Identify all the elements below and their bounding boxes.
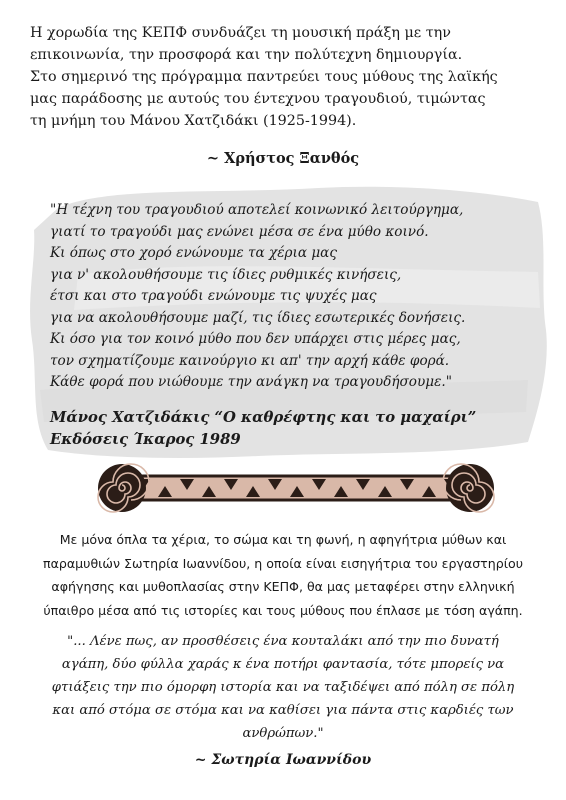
quote-line: Κι όπως στο χορό ενώνουμε τα χέρια μας	[50, 245, 337, 261]
intro-line: επικοινωνία, την προσφορά και την πολύτεχνη δημιουργία.	[30, 47, 463, 63]
attribution-line: Μάνος Χατζιδάκις “Ο καθρέφτης και το μαχαίρι”	[50, 409, 477, 426]
hatzidakis-quote	[50, 200, 550, 394]
body-line: αφήγησης και μυθοπλασίας στην ΚΕΠΦ, θα μας μεταφέρει στην ελληνική	[51, 579, 515, 594]
quote2-line: "... Λένε πως, αν προσθέσεις ένα κουταλάκι από την πιο δυνατή	[67, 634, 499, 649]
quote2-line: ανθρώπων."	[242, 726, 324, 741]
narrator-paragraph	[0, 528, 566, 622]
spiral-ornament-divider	[96, 462, 496, 514]
quote2-line: αγάπη, δύο φύλλα χαράς κ ένα ποτήρι φαντασία, τότε μπορείς να	[61, 657, 505, 672]
quote-line: για να ακολουθήσουμε μαζί, τις ίδιες εσωτερικές δονήσεις.	[50, 309, 466, 326]
quote2-line: και από στόμα σε στόμα και να καθίσει για πάντα στις καρδιές των	[52, 703, 514, 718]
signature-ioannidou: ~ Σωτηρία Ιωαννίδου	[194, 752, 372, 768]
quote-line: έτσι και στο τραγούδι ενώνουμε τις ψυχές μας	[50, 288, 377, 304]
attribution-line: Εκδόσεις Ίκαρος 1989	[50, 431, 241, 448]
intro-line: Στο σημερινό της πρόγραμμα παντρεύει τους μύθους της λαϊκής	[30, 69, 498, 85]
body-line: Με μόνα όπλα τα χέρια, το σώμα και τη φωνή, η αφηγήτρια μύθων και	[59, 532, 507, 547]
quote-line: Κι όσο για τον κοινό μύθο που δεν υπάρχει στις μέρες μας,	[50, 331, 461, 347]
quote-line: Κάθε φορά που νιώθουμε την ανάγκη να τραγουδήσουμε."	[50, 374, 452, 390]
quote-line: τον σχηματίζουμε καινούργιο κι απ' την αρχή κάθε φορά.	[50, 352, 450, 369]
intro-line: τη μνήμη του Μάνου Χατζιδάκι (1925-1994).	[30, 113, 357, 129]
quote-line: για ν' ακολουθήσουμε τις ίδιες ρυθμικές κινήσεις,	[50, 266, 402, 283]
ioannidou-quote	[0, 630, 566, 745]
intro-line: Η χορωδία της ΚΕΠΦ συνδυάζει τη μουσική πράξη με την	[30, 25, 451, 41]
quote-line: "Η τέχνη του τραγουδιού αποτελεί κοινωνικό λειτούργημα,	[50, 202, 464, 218]
body-line: παραμυθιών Σωτηρία Ιωαννίδου, η οποία είναι εισηγήτρια του εργαστηρίου	[42, 555, 523, 571]
intro-paragraph	[30, 22, 540, 132]
quote2-line: φτιάξεις την πιο όμορφη ιστορία και να ταξιδέψει από πόλη σε πόλη	[51, 680, 515, 695]
signature-xanthos: ~ Χρήστος Ξανθός	[206, 150, 360, 167]
quote-line: γιατί το τραγούδι μας ενώνει μέσα σε ένα μύθο κοινό.	[50, 223, 429, 240]
quote-attribution	[50, 407, 476, 451]
intro-line: μας παράδοσης με αυτούς του έντεχνου τραγουδιού, τιμώντας	[30, 91, 486, 107]
body-line: ύπαιθρο μέσα από τις ιστορίες και τους μύθους που έπλασε με τόση αγάπη.	[43, 602, 523, 618]
